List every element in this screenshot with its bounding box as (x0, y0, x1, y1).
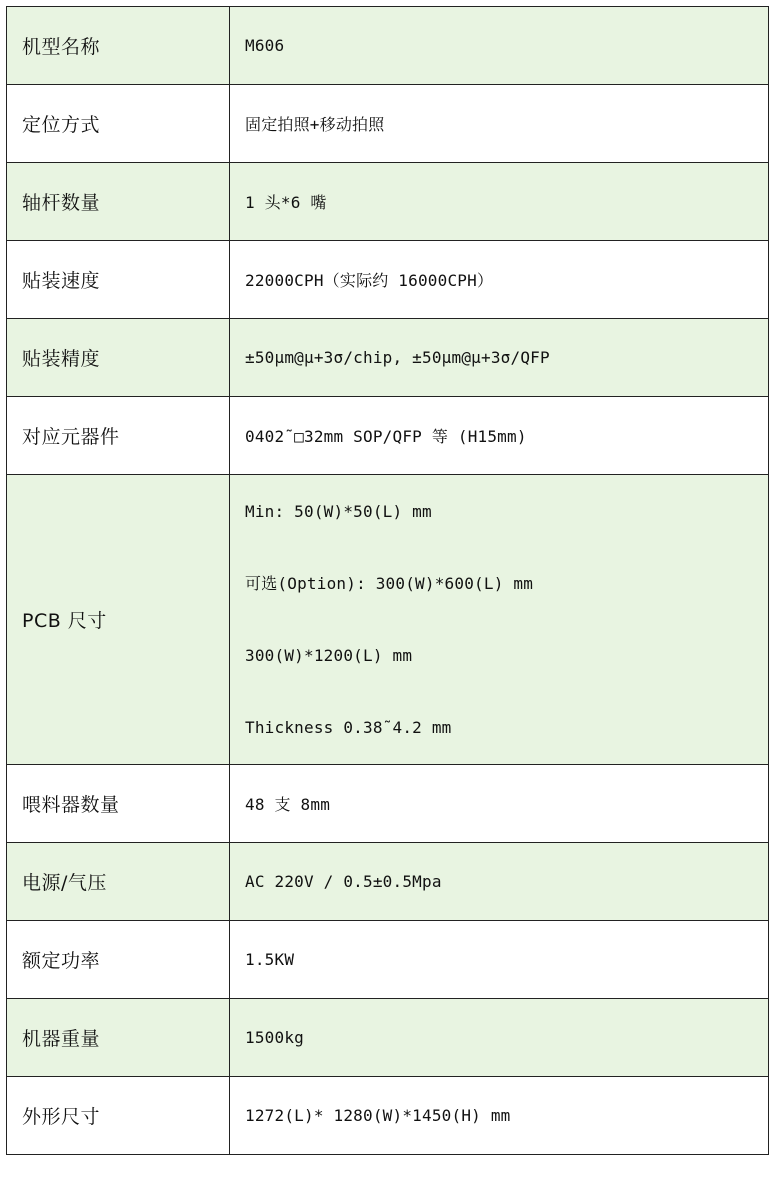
spec-row-speed (7, 241, 769, 319)
spec-row-accuracy (7, 319, 769, 397)
spec-row-feeders (7, 765, 769, 843)
spec-row-pcb-size (7, 475, 769, 765)
pcb-size-line: Min: 50(W)*50(L) mm (245, 501, 432, 521)
spec-row-dimensions (7, 1077, 769, 1155)
spec-label: 贴装速度 (7, 241, 230, 319)
spec-label: 喂料器数量 (7, 765, 230, 843)
spec-value: 0402˜□32mm SOP/QFP 等 (H15mm) (230, 397, 769, 475)
spec-label: 对应元器件 (7, 397, 230, 475)
spec-value: 1272(L)* 1280(W)*1450(H) mm (230, 1077, 769, 1155)
pcb-size-line: 可选(Option): 300(W)*600(L) mm (245, 573, 534, 593)
pcb-size-line: Thickness 0.38˜4.2 mm (245, 717, 452, 737)
spec-value: AC 220V / 0.5±0.5Mpa (230, 843, 769, 921)
spec-row-power-air (7, 843, 769, 921)
spec-label: 定位方式 (7, 85, 230, 163)
spec-row-model-name (7, 7, 769, 85)
pcb-size-line: 300(W)*1200(L) mm (245, 645, 413, 665)
spec-value: 固定拍照+移动拍照 (230, 85, 769, 163)
spec-value: 1 头*6 嘴 (230, 163, 769, 241)
spec-value: 1500kg (230, 999, 769, 1077)
spec-label: 轴杆数量 (7, 163, 230, 241)
spec-value: 1.5KW (230, 921, 769, 999)
spec-value-multiline (230, 475, 769, 765)
spec-label: PCB 尺寸 (7, 475, 230, 765)
spec-value: 48 支 8mm (230, 765, 769, 843)
spec-row-components (7, 397, 769, 475)
spec-label: 外形尺寸 (7, 1077, 230, 1155)
spec-row-spindles (7, 163, 769, 241)
spec-value: M606 (230, 7, 769, 85)
spec-value: ±50μm@μ+3σ/chip, ±50μm@μ+3σ/QFP (230, 319, 769, 397)
spec-value: 22000CPH（实际约 16000CPH） (230, 241, 769, 319)
spec-row-positioning (7, 85, 769, 163)
spec-table (6, 6, 769, 1155)
spec-label: 机器重量 (7, 999, 230, 1077)
spec-label: 贴装精度 (7, 319, 230, 397)
spec-label: 额定功率 (7, 921, 230, 999)
spec-row-weight (7, 999, 769, 1077)
spec-row-rated-power (7, 921, 769, 999)
spec-label: 电源/气压 (7, 843, 230, 921)
spec-label: 机型名称 (7, 7, 230, 85)
